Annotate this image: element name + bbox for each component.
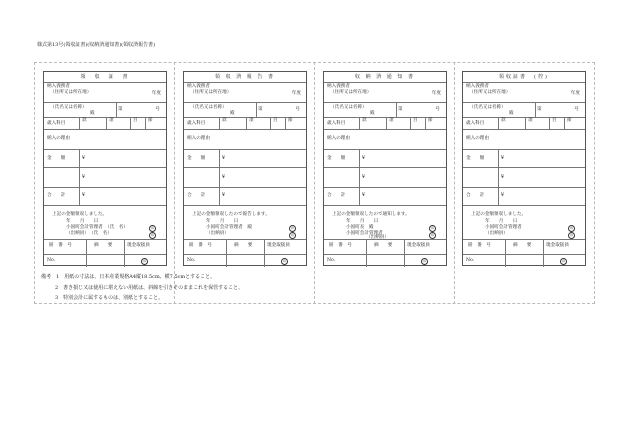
kan-label: 款 (222, 118, 227, 123)
receipt-report-panel (183, 71, 307, 266)
amount-label: 金 額 (187, 156, 206, 161)
form-row (44, 168, 166, 188)
form-row (184, 240, 306, 255)
total-label: 合 計 (466, 193, 485, 198)
reason-label: 納入の理由 (187, 136, 210, 141)
date-line: 年 月 日 (485, 219, 518, 224)
yen-mark: ¥ (82, 175, 85, 180)
row-line (44, 205, 166, 206)
panel-divider (174, 62, 175, 304)
form-row (44, 240, 166, 255)
form-row (44, 255, 166, 267)
panel-divider (454, 62, 455, 304)
form-row (184, 118, 306, 130)
form-row (184, 255, 306, 267)
form-row (324, 72, 446, 83)
col-line (359, 168, 360, 187)
col-line (404, 240, 405, 254)
payer-label: 納入義務者 (187, 84, 210, 89)
form-row (463, 188, 585, 240)
col-line (79, 188, 80, 205)
signature-line: 小国町長 殿 (346, 225, 374, 230)
payer-label: 納入義務者 (466, 84, 489, 89)
name-label: （氏名又は名称） (190, 105, 227, 110)
form-row (324, 118, 446, 130)
seal-icon: 印 (142, 259, 146, 263)
form-row (463, 130, 585, 150)
form-row (184, 72, 306, 83)
dono-label: 殿 (230, 111, 235, 116)
col-line (124, 240, 125, 254)
book-number-label: 冊 番 号 (468, 243, 491, 248)
col-line (219, 188, 220, 205)
book-number-label: 冊 番 号 (329, 243, 352, 248)
cashier-label: 現金取扱員 (546, 243, 569, 248)
panel-divider (314, 62, 315, 304)
address-label: （住所又は所在地） (469, 90, 511, 95)
seal-icon: 印 (150, 233, 154, 237)
number-label: No. (187, 258, 196, 263)
col-line (366, 240, 367, 254)
seal-icon: 印 (150, 226, 154, 230)
yen-mark: ¥ (362, 193, 365, 198)
name-label: （氏名又は名称） (330, 105, 367, 110)
col-line (498, 188, 499, 205)
statement-text: 上記の金額領収したので報告します。 (192, 212, 270, 217)
address-label: （住所又は所在地） (50, 90, 92, 95)
form-row (184, 150, 306, 168)
col-line (498, 118, 499, 129)
yen-mark: ¥ (222, 156, 225, 161)
form-row (463, 168, 585, 188)
col-line (505, 240, 506, 254)
reason-label: 納入の理由 (327, 136, 350, 141)
kou-label: 項 (109, 118, 114, 123)
signature-line: （出納員） （氏 名） (66, 231, 112, 236)
seal-icon: 印 (290, 226, 294, 230)
yen-mark: ¥ (501, 156, 504, 161)
form-row (44, 72, 166, 83)
col-line (404, 255, 405, 267)
form-row (463, 103, 585, 118)
setsu-label: 節 (567, 118, 572, 123)
col-line (543, 255, 544, 267)
form-row (324, 103, 446, 118)
form-row (44, 83, 166, 103)
summary-label: 摘 要 (513, 243, 532, 248)
form-row (463, 118, 585, 130)
address-label: （住所又は所在地） (330, 90, 372, 95)
moku-label: 目 (273, 118, 278, 123)
signature-line: （出納員） (485, 231, 508, 236)
dai-label: 第 (118, 107, 123, 112)
signature-line: 小国町会計管理者 殿 (206, 225, 252, 230)
kan-label: 款 (501, 118, 506, 123)
name-label: （氏名又は名称） (50, 105, 87, 110)
dai-label: 第 (537, 107, 542, 112)
row-line (463, 205, 585, 206)
col-line (410, 118, 411, 129)
fiscal-year-label: 年度 (431, 91, 441, 96)
kan-label: 款 (82, 118, 87, 123)
number-label: No. (327, 258, 336, 263)
form-row (463, 150, 585, 168)
total-label: 合 計 (327, 193, 346, 198)
col-line (79, 150, 80, 167)
col-line (564, 118, 565, 129)
total-label: 合 計 (47, 193, 66, 198)
signature-line: 小国町会計管理者 (346, 231, 383, 236)
col-line (366, 255, 367, 267)
cashier-label: 現金取扱員 (127, 243, 150, 248)
cashier-label: 現金取扱員 (267, 243, 290, 248)
col-line (270, 118, 271, 129)
remark-row (41, 293, 243, 304)
col-line (425, 118, 426, 129)
form-row (184, 103, 306, 118)
moku-label: 目 (552, 118, 557, 123)
col-line (246, 118, 247, 129)
seal-icon: 印 (422, 259, 426, 263)
total-label: 合 計 (187, 193, 206, 198)
dai-label: 第 (258, 107, 263, 112)
payment-notice-panel (323, 71, 447, 266)
setsu-label: 節 (428, 118, 433, 123)
subject-label: 歳入科目 (466, 121, 485, 126)
col-line (525, 118, 526, 129)
receipt-panel (43, 71, 167, 266)
seal-icon: 印 (430, 233, 434, 237)
fiscal-year-label: 年度 (291, 91, 301, 96)
form-row (44, 103, 166, 118)
col-line (106, 118, 107, 129)
yen-mark: ¥ (82, 156, 85, 161)
seal-icon: 印 (569, 233, 573, 237)
summary-label: 摘 要 (374, 243, 393, 248)
name-label: （氏名又は名称） (469, 105, 506, 110)
remarks-label: 備考 (41, 274, 52, 280)
yen-mark: ¥ (82, 193, 85, 198)
col-line (130, 118, 131, 129)
remarks (41, 272, 243, 304)
signature-line: 小国町会計管理者 （氏 名） (66, 225, 129, 230)
remark-item: 2 書き損じ又は使用に堪えない用紙は、斜線を引きそのままこれを保管すること。 (55, 284, 244, 291)
dono-label: 殿 (509, 111, 514, 116)
form-row (324, 188, 446, 240)
col-line (359, 188, 360, 205)
kou-label: 項 (528, 118, 533, 123)
panel-title: 領収証書 (控) (499, 74, 549, 80)
remark-item: 3 特別会計に属するものは、別紙とすること。 (55, 295, 164, 301)
receipt-stub-panel (462, 71, 586, 266)
form-row (463, 83, 585, 103)
form-row (44, 118, 166, 130)
form-row (324, 83, 446, 103)
summary-label: 摘 要 (94, 243, 113, 248)
col-line (124, 255, 125, 267)
setsu-label: 節 (148, 118, 153, 123)
date-line: 年 月 日 (346, 219, 379, 224)
amount-label: 金 額 (466, 156, 485, 161)
form-row (44, 188, 166, 240)
setsu-label: 節 (288, 118, 293, 123)
row-line (324, 205, 446, 206)
statement-text: 上記の金額領収しました。 (471, 212, 527, 217)
fiscal-year-label: 年度 (570, 91, 580, 96)
address-label: （住所又は所在地） (190, 90, 232, 95)
cashier-label: 現金取扱員 (407, 243, 430, 248)
remark-row (41, 283, 243, 294)
yen-mark: ¥ (362, 156, 365, 161)
col-line (359, 150, 360, 167)
col-line (264, 255, 265, 267)
col-line (264, 240, 265, 254)
go-label: 号 (155, 107, 160, 112)
yen-mark: ¥ (222, 175, 225, 180)
seal-icon: 印 (569, 226, 573, 230)
go-label: 号 (295, 107, 300, 112)
row-line (184, 205, 306, 206)
col-line (145, 118, 146, 129)
kan-label: 款 (362, 118, 367, 123)
signature-line: （出納員） (206, 231, 229, 236)
form-row (184, 188, 306, 240)
col-line (219, 118, 220, 129)
col-line (285, 118, 286, 129)
reason-label: 納入の理由 (47, 136, 70, 141)
form-row (324, 255, 446, 267)
amount-label: 金 額 (327, 156, 346, 161)
col-line (86, 255, 87, 267)
summary-label: 摘 要 (234, 243, 253, 248)
col-line (79, 168, 80, 187)
form-number-title: 様式第13号(領収証書)(収納済通知書)(領収済報告書) (37, 42, 156, 48)
remark-item: 1 用紙の寸法は、日本産業規格A4縦18.5cm、横7.5cmとすること。 (56, 274, 216, 280)
col-line (359, 118, 360, 129)
signature-line: （出納員） (366, 235, 389, 240)
form-row (184, 168, 306, 188)
payer-label: 納入義務者 (327, 84, 350, 89)
form-row (324, 240, 446, 255)
col-line (543, 240, 544, 254)
yen-mark: ¥ (222, 193, 225, 198)
form-row (44, 130, 166, 150)
dai-label: 第 (398, 107, 403, 112)
col-line (219, 150, 220, 167)
number-label: No. (466, 258, 475, 263)
book-number-label: 冊 番 号 (189, 243, 212, 248)
date-line: 年 月 日 (206, 219, 239, 224)
col-line (219, 168, 220, 187)
form-row (324, 130, 446, 150)
seal-icon: 印 (290, 233, 294, 237)
form-row (463, 255, 585, 267)
dono-label: 殿 (90, 111, 95, 116)
col-line (226, 255, 227, 267)
moku-label: 目 (413, 118, 418, 123)
form-row (184, 83, 306, 103)
col-line (498, 168, 499, 187)
go-label: 号 (435, 107, 440, 112)
form-row (324, 168, 446, 188)
panel-title: 収 納 済 通 知 書 (355, 74, 415, 80)
yen-mark: ¥ (501, 193, 504, 198)
statement-text: 上記の金額領収したので通知します。 (332, 212, 410, 217)
signature-line: 小国町会計管理者 (485, 225, 522, 230)
col-line (505, 255, 506, 267)
col-line (86, 240, 87, 254)
seal-icon: 印 (282, 259, 286, 263)
col-line (116, 103, 117, 117)
col-line (396, 103, 397, 117)
col-line (535, 103, 536, 117)
col-line (226, 240, 227, 254)
book-number-label: 冊 番 号 (49, 243, 72, 248)
moku-label: 目 (133, 118, 138, 123)
fiscal-year-label: 年度 (151, 91, 161, 96)
payer-label: 納入義務者 (47, 84, 70, 89)
yen-mark: ¥ (362, 175, 365, 180)
number-label: No. (47, 258, 56, 263)
panel-title: 領 収 証 書 (80, 74, 130, 80)
kou-label: 項 (389, 118, 394, 123)
col-line (256, 103, 257, 117)
seal-icon: 印 (430, 226, 434, 230)
subject-label: 歳入科目 (47, 121, 66, 126)
seal-icon: 印 (561, 259, 565, 263)
remark-row (41, 272, 243, 283)
date-line: 年 月 日 (66, 219, 99, 224)
col-line (549, 118, 550, 129)
form-row (463, 240, 585, 255)
amount-label: 金 額 (47, 156, 66, 161)
form-row (44, 150, 166, 168)
subject-label: 歳入科目 (187, 121, 206, 126)
form-row (463, 72, 585, 83)
kou-label: 項 (249, 118, 254, 123)
reason-label: 納入の理由 (466, 136, 489, 141)
form-row (184, 130, 306, 150)
col-line (386, 118, 387, 129)
col-line (498, 150, 499, 167)
col-line (79, 118, 80, 129)
statement-text: 上記の金額領収しました。 (52, 212, 108, 217)
panel-title: 領 収 済 報 告 書 (215, 74, 275, 80)
dono-label: 殿 (370, 111, 375, 116)
yen-mark: ¥ (501, 175, 504, 180)
subject-label: 歳入科目 (327, 121, 346, 126)
form-row (324, 150, 446, 168)
go-label: 号 (574, 107, 579, 112)
